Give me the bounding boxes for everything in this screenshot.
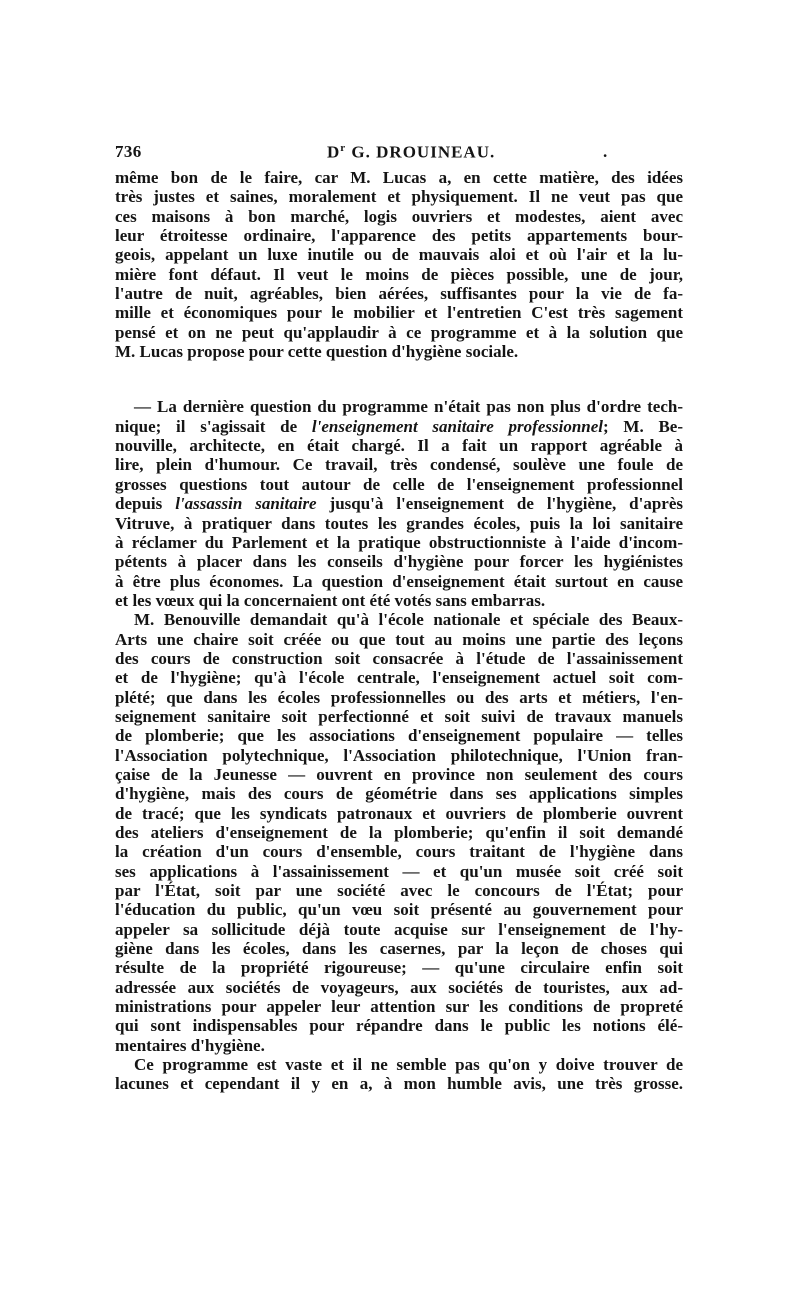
text-run: ; M. Be- — [603, 416, 683, 436]
text-line: Vitruve, à pratiquer dans toutes les grandes écoles, puis la loi sanitaire — [115, 513, 683, 533]
text-line: giène dans les écoles, dans les casernes, par la leçon de choses qui — [115, 939, 683, 959]
text-line: M. Benouville demandait qu'à l'école nationale et spéciale des Beaux- — [134, 610, 683, 630]
text-line: à réclamer du Parlement et la pratique obstructionniste à l'aide d'incom- — [115, 532, 683, 552]
text-line: mille et économiques pour le mobilier et l'entretien C'est très sagement — [115, 303, 683, 323]
text-line — [115, 494, 683, 513]
italic-phrase: l'assassin sanitaire — [175, 494, 317, 514]
text-run: jusqu'à l'enseignement de l'hygiène, d'après — [316, 494, 684, 514]
text-line: appeler sa sollicitude déjà toute acquise sur l'enseignement de l'hy- — [115, 919, 683, 939]
text-line: geois, appelant un luxe inutile ou de mauvais aloi et où l'air et la lu- — [115, 245, 683, 265]
text-line: de plomberie; que les associations d'enseignement populaire — telles — [115, 726, 683, 746]
book-page — [115, 142, 683, 1094]
text-line: ces maisons à bon marché, logis ouvriers et modestes, aient avec — [115, 206, 683, 226]
text-line: adressée aux sociétés de voyageurs, aux sociétés de touristes, aux ad- — [115, 977, 683, 997]
text-line: Arts une chaire soit créée ou que tout au moins une partie des leçons — [115, 629, 683, 649]
text-line: même bon de le faire, car M. Lucas a, en cette matière, des idées — [115, 168, 683, 187]
author-name: G. DROUINEAU. — [346, 142, 496, 162]
text-line: mentaires d'hygiène. — [115, 1035, 265, 1055]
running-head — [115, 142, 683, 168]
text-line: ministrations pour appeler leur attention sur les conditions de propreté — [115, 997, 683, 1017]
text-line: nouville, architecte, en était chargé. Il a fait un rapport agréable à — [115, 436, 683, 456]
text-line: des cours de construction soit consacrée à l'étude de l'assainissement — [115, 648, 683, 668]
text-line: — La dernière question du programme n'était pas non plus d'ordre tech- — [134, 397, 683, 417]
text-run: depuis — [115, 494, 176, 514]
text-line: çaise de la Jeunesse — ouvrent en province non seulement des cours — [115, 764, 683, 784]
text-line: d'hygiène, mais des cours de géométrie dans ses applications simples — [115, 784, 683, 804]
text-line: de tracé; que les syndicats patronaux et ouvriers de plomberie ouvrent — [115, 803, 683, 823]
body-text — [115, 168, 683, 1094]
text-line: des ateliers d'enseignement de la plomberie; qu'enfin il soit demandé — [115, 823, 683, 842]
text-line: lire, plein d'humour. Ce travail, très condensé, soulève une foule de — [115, 455, 683, 475]
text-line: à être plus économes. La question d'enseignement était surtout en cause — [115, 571, 683, 591]
text-line: ses applications à l'assainissement — et qu'un musée soit créé soit — [115, 861, 683, 881]
author-prefix: D — [327, 142, 341, 162]
italic-title: l'enseignement sanitaire professionnel — [311, 416, 604, 436]
text-line: seignement sanitaire soit perfectionné et soit suivi de travaux manuels — [115, 706, 683, 726]
text-line: et de l'hygiène; qu'à l'école centrale, l'enseignement actuel soit com- — [115, 668, 683, 688]
author-heading — [327, 142, 495, 163]
text-line: grosses questions tout autour de celle de l'enseignement professionnel — [115, 474, 683, 494]
text-line: pétents à placer dans les conseils d'hygiène pour forcer les hygiénistes — [115, 552, 683, 572]
header-trailing-mark: . — [603, 142, 608, 161]
text-run: nique; il s'agissait de — [115, 416, 312, 436]
text-line: et les vœux qui la concernaient ont été votés sans embarras. — [115, 590, 546, 610]
text-line: l'Association polytechnique, l'Association philotechnique, l'Union fran- — [115, 745, 683, 765]
text-line: Ce programme est vaste et il ne semble pas qu'on y doive trouver de — [134, 1055, 683, 1075]
text-line: par l'État, soit par une société avec le concours de l'État; pour — [115, 881, 683, 901]
text-line: plété; que dans les écoles professionnelles ou des arts et métiers, l'en- — [115, 687, 683, 707]
text-line — [115, 417, 683, 436]
page-number: 736 — [115, 142, 142, 161]
text-line: pensé et on ne peut qu'applaudir à ce programme et à la solution que — [115, 322, 683, 342]
text-line: qui sont indispensables pour répandre dans le public les notions élé- — [115, 1016, 683, 1036]
text-line: la création d'un cours d'ensemble, cours traitant de l'hygiène dans — [115, 842, 683, 862]
text-line: M. Lucas propose pour cette question d'hygiène sociale. — [115, 342, 519, 362]
author-prefix-superscript: r — [340, 142, 347, 154]
section-break — [115, 361, 683, 397]
text-line: lacunes et cependant il y en a, à mon humble avis, une très grosse. — [115, 1074, 683, 1094]
text-line: résulte de la propriété rigoureuse; — qu'une circulaire enfin soit — [115, 958, 683, 978]
text-line: mière font défaut. Il veut le moins de pièces possible, une de jour, — [115, 264, 683, 284]
text-line: l'éducation du public, qu'un vœu soit présenté au gouvernement pour — [115, 900, 683, 920]
text-line: leur étroitesse ordinaire, l'apparence des petits appartements bour- — [115, 226, 683, 246]
text-line: l'autre de nuit, agréables, bien aérées, suffisantes pour la vie de fa- — [115, 284, 683, 304]
text-line: très justes et saines, moralement et physiquement. Il ne veut pas que — [115, 187, 683, 207]
